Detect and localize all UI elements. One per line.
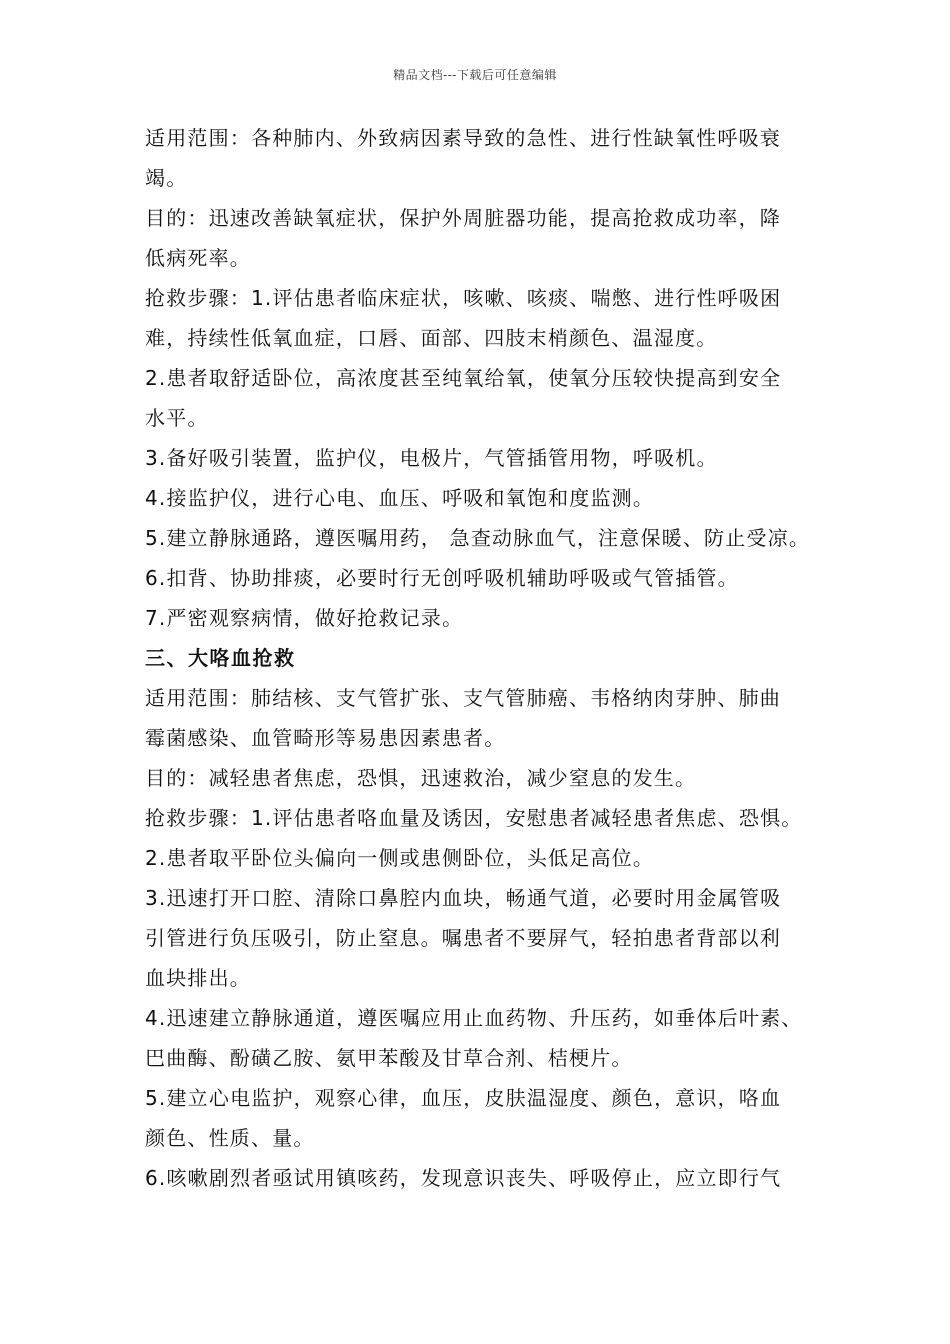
text-line: 3.迅速打开口腔、清除口鼻腔内血块，畅通气道，必要时用金属管吸 — [145, 886, 782, 910]
page-header: 精品文档---下载后可任意编辑 — [393, 68, 557, 82]
section-heading: 三、大咯血抢救 — [145, 646, 296, 670]
text-line: 适用范围：各种肺内、外致病因素导致的急性、进行性缺氧性呼吸衰 — [145, 126, 781, 150]
text-line: 竭。 — [145, 166, 188, 190]
text-line: 目的：减轻患者焦虑，恐惧，迅速救治，减少窒息的发生。 — [145, 766, 697, 790]
text-line: 4.接监护仪，进行心电、血压、呼吸和氧饱和度监测。 — [145, 486, 655, 510]
text-line: 水平。 — [145, 406, 209, 430]
text-line: 颜色、性质、量。 — [145, 1126, 315, 1150]
document-body — [145, 118, 825, 1198]
text-line: 目的：迅速改善缺氧症状，保护外周脏器功能，提高抢救成功率，降 — [145, 206, 781, 230]
text-line: 引管进行负压吸引，防止窒息。嘱患者不要屏气，轻拍患者背部以利 — [145, 926, 781, 950]
text-line: 抢救步骤：1.评估患者咯血量及诱因，安慰患者减轻患者焦虑、恐惧。 — [145, 806, 803, 830]
text-line: 抢救步骤：1.评估患者临床症状，咳嗽、咳痰、喘憋、进行性呼吸困 — [145, 286, 782, 310]
text-line: 巴曲酶、酚磺乙胺、氨甲苯酸及甘草合剂、桔梗片。 — [145, 1046, 633, 1070]
text-line: 难，持续性低氧血症，口唇、面部、四肢末梢颜色、温湿度。 — [145, 326, 718, 350]
text-line: 6.扣背、协助排痰，必要时行无创呼吸机辅助呼吸或气管插管。 — [145, 566, 739, 590]
text-line: 7.严密观察病情，做好抢救记录。 — [145, 606, 464, 630]
text-line: 4.迅速建立静脉通道，遵医嘱应用止血药物、升压药，如垂体后叶素、 — [145, 1006, 803, 1030]
text-line: 2.患者取舒适卧位，高浓度甚至纯氧给氧，使氧分压较快提高到安全 — [145, 366, 782, 390]
text-line: 3.备好吸引装置，监护仪，电极片，气管插管用物，呼吸机。 — [145, 446, 718, 470]
text-line: 5.建立心电监护，观察心律，血压，皮肤温湿度、颜色，意识，咯血 — [145, 1086, 782, 1110]
text-line: 适用范围：肺结核、支气管扩张、支气管肺癌、韦格纳肉芽肿、肺曲 — [145, 686, 781, 710]
text-line: 5.建立静脉通路，遵医嘱用药， 急查动脉血气，注意保暖、防止受凉。 — [145, 526, 811, 550]
text-line: 霉菌感染、血管畸形等易患因素患者。 — [145, 726, 506, 750]
text-line: 2.患者取平卧位头偏向一侧或患侧卧位，头低足高位。 — [145, 846, 655, 870]
text-line: 血块排出。 — [145, 966, 251, 990]
text-line: 6.咳嗽剧烈者亟试用镇咳药，发现意识丧失、呼吸停止，应立即行气 — [145, 1166, 782, 1190]
text-line: 低病死率。 — [145, 246, 251, 270]
